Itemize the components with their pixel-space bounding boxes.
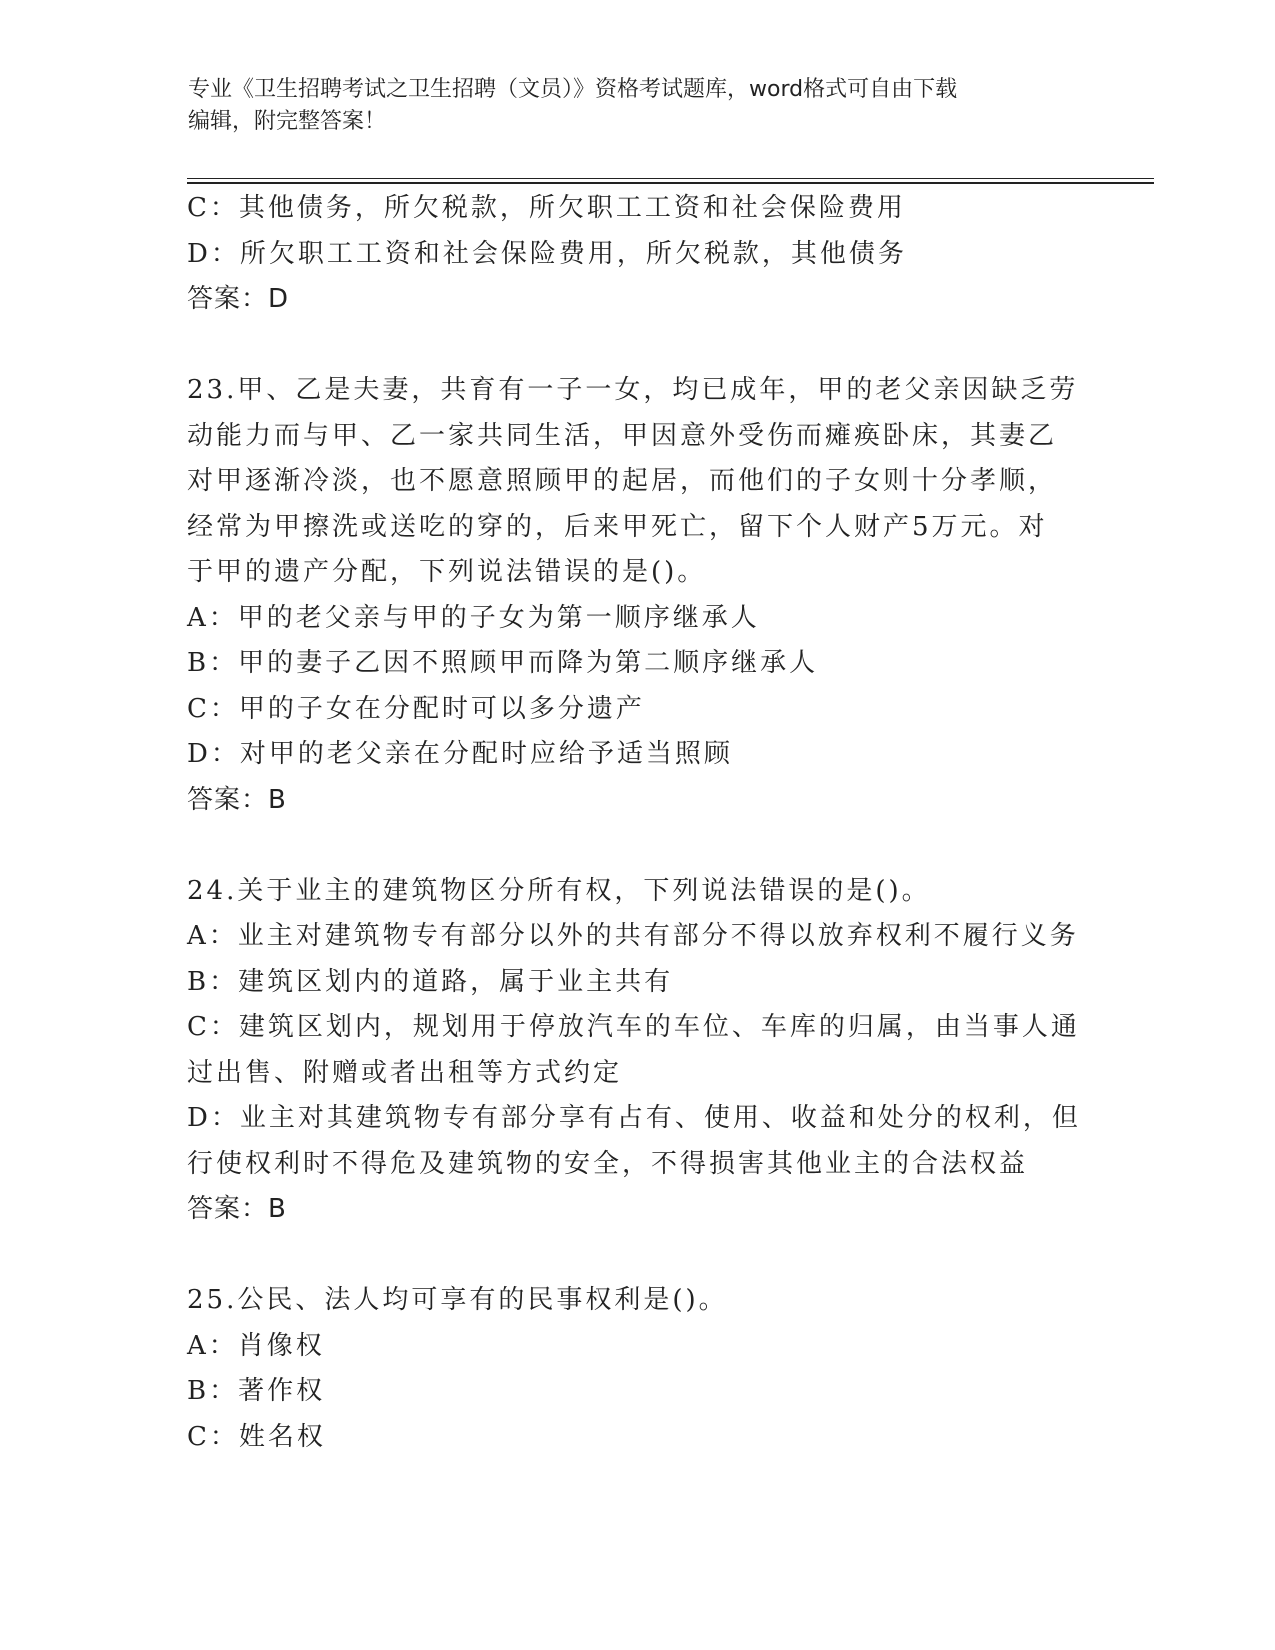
option-c: C：其他债务，所欠税款，所欠职工工资和社会保险费用 bbox=[187, 193, 906, 223]
answer-line: 答案：B bbox=[187, 784, 287, 815]
question-23 bbox=[187, 368, 1107, 823]
header-divider-thick bbox=[187, 182, 1154, 184]
question-25 bbox=[187, 1278, 1107, 1460]
answer-line: 答案：D bbox=[187, 284, 290, 314]
spacer bbox=[187, 1233, 1107, 1279]
question-22-tail bbox=[187, 186, 1107, 323]
document-body bbox=[187, 186, 1107, 1460]
option-a: A：业主对建筑物专有部分以外的共有部分不得以放弃权利不履行义务 bbox=[187, 921, 1079, 951]
option-d-continued: 行使权利时不得危及建筑物的安全，不得损害其他业主的合法权益 bbox=[187, 1148, 1029, 1179]
option-c-continued: 过出售、附赠或者出租等方式约定 bbox=[187, 1057, 623, 1088]
option-a: A：甲的老父亲与甲的子女为第一顺序继承人 bbox=[187, 602, 760, 633]
option-d: D：业主对其建筑物专有部分享有占有、使用、收益和处分的权利，但 bbox=[187, 1103, 1081, 1133]
question-stem-line: 24.关于业主的建筑物区分所有权，下列说法错误的是()。 bbox=[187, 875, 931, 906]
header-line-1: 专业《卫生招聘考试之卫生招聘（文员）》资格考试题库，word格式可自由下载 bbox=[188, 77, 958, 102]
question-stem-line: 于甲的遗产分配，下列说法错误的是()。 bbox=[187, 557, 707, 587]
option-c: C：建筑区划内，规划用于停放汽车的车位、车库的归属，由当事人通 bbox=[187, 1012, 1080, 1042]
option-b: B：建筑区划内的道路，属于业主共有 bbox=[187, 966, 674, 997]
question-stem-line: 23.甲、乙是夫妻，共育有一子一女，均已成年，甲的老父亲因缺乏劳 bbox=[187, 375, 1079, 405]
question-stem-line: 对甲逐渐冷淡，也不愿意照顾甲的起居，而他们的子女则十分孝顺， bbox=[187, 466, 1058, 496]
option-d: D：对甲的老父亲在分配时应给予适当照顾 bbox=[187, 739, 733, 769]
option-c: C：姓名权 bbox=[187, 1421, 326, 1452]
spacer bbox=[187, 323, 1107, 369]
question-24 bbox=[187, 869, 1107, 1233]
question-stem-line: 动能力而与甲、乙一家共同生活，甲因意外受伤而瘫痪卧床，其妻乙 bbox=[187, 420, 1058, 451]
header-divider-thin bbox=[187, 178, 1154, 179]
option-a: A：肖像权 bbox=[187, 1330, 325, 1361]
option-b: B：甲的妻子乙因不照顾甲而降为第二顺序继承人 bbox=[187, 648, 819, 678]
document-header bbox=[188, 74, 1068, 138]
option-d: D：所欠职工工资和社会保险费用，所欠税款，其他债务 bbox=[187, 238, 907, 269]
spacer bbox=[187, 823, 1107, 869]
option-c: C：甲的子女在分配时可以多分遗产 bbox=[187, 693, 645, 724]
question-stem-line: 25.公民、法人均可享有的民事权利是()。 bbox=[187, 1285, 728, 1315]
answer-line: 答案：B bbox=[187, 1194, 287, 1224]
question-stem-line: 经常为甲擦洗或送吃的穿的，后来甲死亡，留下个人财产5万元。对 bbox=[187, 511, 1048, 542]
header-line-2: 编辑，附完整答案！ bbox=[188, 109, 387, 134]
option-b: B：著作权 bbox=[187, 1376, 326, 1406]
